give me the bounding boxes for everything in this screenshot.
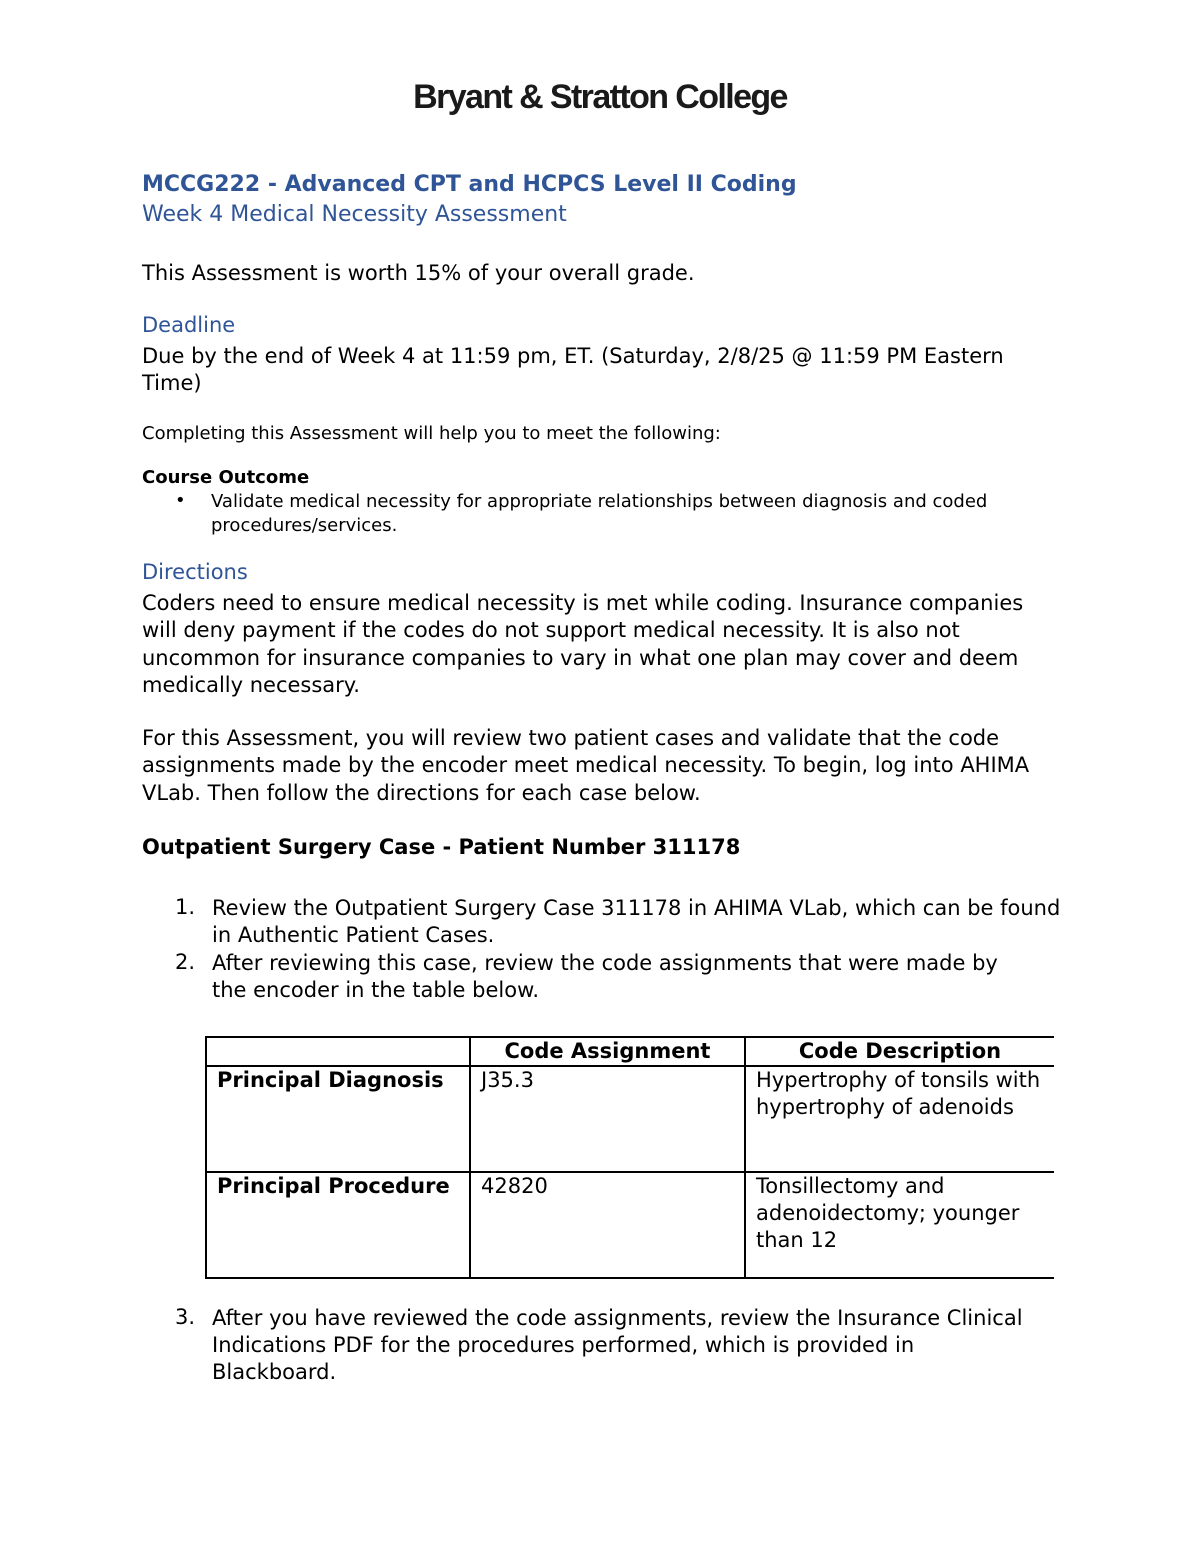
table-row — [206, 1066, 1054, 1172]
directions-heading: Directions — [142, 560, 248, 584]
course-outcome-item: Validate medical necessity for appropriate relationships between diagnosis and coded procedures/services. — [211, 491, 988, 536]
table-header-cell: Code Assignment — [470, 1037, 745, 1066]
step-number: 2. — [175, 950, 196, 974]
deadline-heading: Deadline — [142, 313, 236, 337]
code-assignment-table — [205, 1036, 1054, 1279]
course-title: MCCG222 - Advanced CPT and HCPCS Level II Coding — [142, 172, 797, 197]
completing-intro: Completing this Assessment will help you to meet the following: — [142, 423, 721, 444]
course-outcome-heading: Course Outcome — [142, 467, 310, 488]
table-header-row — [206, 1037, 1054, 1066]
step-text: Review the Outpatient Surgery Case 311178 in AHIMA VLab, which can be found in Authentic Patient Cases. — [212, 896, 1061, 947]
directions-paragraph: Coders need to ensure medical necessity is met while coding. Insurance companies will deny payment if the codes do not support medical necessity. It is also not uncommon for insurance companies to vary in what one plan may cover and deem medically necessary. — [142, 591, 1024, 697]
grade-weight-text: This Assessment is worth 15% of your overall grade. — [142, 261, 695, 285]
step-text: After reviewing this case, review the code assignments that were made by the encoder in the table below. — [212, 951, 998, 1002]
directions-paragraph: For this Assessment, you will review two patient cases and validate that the code assignments made by the encoder meet medical necessity. To begin, log into AHIMA VLab. Then follow the directions for each case below. — [142, 726, 1030, 805]
step-text: After you have reviewed the code assignments, review the Insurance Clinical Indications PDF for the procedures performed, which is provided in Blackboard. — [212, 1306, 1023, 1384]
step-number: 1. — [175, 895, 196, 919]
table-header-cell: Code Description — [745, 1037, 1054, 1066]
description-cell: Hypertrophy of tonsils with hypertrophy of adenoids — [745, 1066, 1054, 1172]
case-title: Outpatient Surgery Case - Patient Number 311178 — [142, 835, 741, 859]
assessment-title: Week 4 Medical Necessity Assessment — [142, 202, 567, 227]
description-cell: Tonsillectomy and adenoidectomy; younger than 12 — [745, 1172, 1054, 1278]
deadline-text: Due by the end of Week 4 at 11:59 pm, ET. (Saturday, 2/8/25 @ 11:59 PM Eastern Time) — [142, 344, 1004, 395]
code-cell: 42820 — [470, 1172, 745, 1278]
code-cell: J35.3 — [470, 1066, 745, 1172]
row-label: Principal Procedure — [206, 1172, 470, 1278]
table-row — [206, 1172, 1054, 1278]
step-number: 3. — [175, 1305, 196, 1329]
college-logo: Bryant & Stratton College — [413, 78, 787, 116]
bullet-icon: • — [175, 490, 186, 511]
row-label: Principal Diagnosis — [206, 1066, 470, 1172]
table-header-cell — [206, 1037, 470, 1066]
